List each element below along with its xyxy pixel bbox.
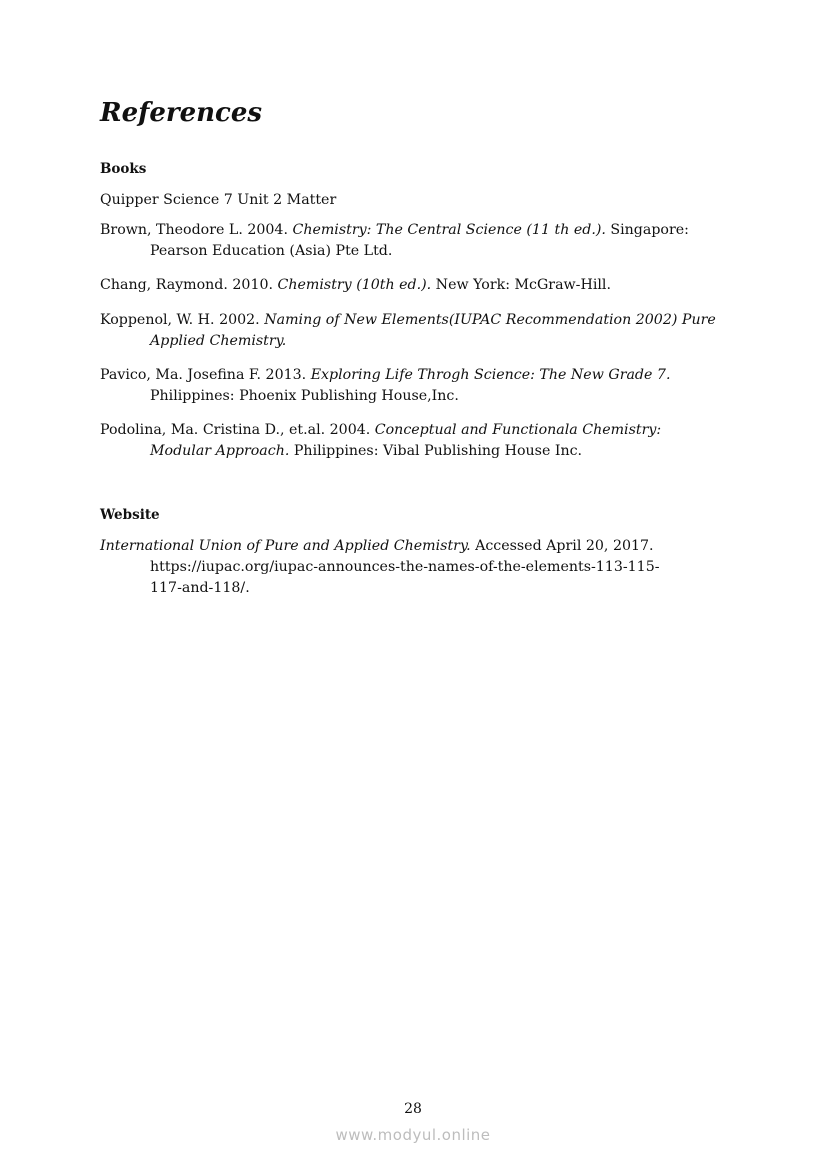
reference-title: Naming of New Elements(IUPAC Recommendation 2002) Pure — [264, 312, 716, 328]
section-heading: Books — [100, 161, 147, 177]
reference-title: Applied Chemistry. — [150, 333, 287, 349]
reference-text: Philippines: Vibal Publishing House Inc. — [289, 443, 583, 459]
reference-entry-line — [100, 365, 670, 385]
reference-title: Modular Approach. — [150, 443, 290, 459]
reference-entry-line — [150, 578, 250, 598]
reference-text: Chang, Raymond. 2010. — [100, 277, 278, 293]
reference-text: Quipper Science 7 Unit 2 Matter — [100, 192, 337, 208]
reference-title: Chemistry (10th ed.). — [277, 277, 432, 293]
reference-entry-line — [100, 275, 611, 295]
reference-entry-line — [150, 386, 459, 406]
reference-text: Accessed April 20, 2017. — [470, 538, 654, 554]
reference-title: Exploring Life Throgh Science: The New Grade 7. — [310, 367, 671, 383]
reference-text: 117-and-118/. — [150, 580, 250, 596]
reference-entry-line — [150, 241, 392, 261]
reference-entry-line — [100, 420, 661, 440]
reference-entry-line — [100, 190, 336, 210]
reference-entry-line — [100, 310, 716, 330]
reference-entry-line — [150, 557, 660, 577]
watermark: www.modyul.online — [335, 1126, 491, 1144]
reference-text: Singapore: — [605, 222, 689, 238]
reference-text: Philippines: Phoenix Publishing House,Inc. — [150, 388, 459, 404]
reference-title: International Union of Pure and Applied Chemistry. — [100, 538, 471, 554]
reference-text: Brown, Theodore L. 2004. — [100, 222, 293, 238]
page-number: 28 — [404, 1101, 422, 1117]
reference-text: Koppenol, W. H. 2002. — [100, 312, 265, 328]
reference-entry-line — [100, 536, 654, 556]
reference-text: Pearson Education (Asia) Pte Ltd. — [150, 243, 393, 259]
reference-title: Chemistry: The Central Science (11 th ed.). — [292, 222, 606, 238]
page-title: References — [100, 98, 263, 128]
reference-text: Pavico, Ma. Josefina F. 2013. — [100, 367, 311, 383]
reference-entry-line — [150, 331, 286, 351]
section-heading: Website — [100, 507, 160, 523]
reference-text: https://iupac.org/iupac-announces-the-names-of-the-elements-113-115- — [150, 559, 660, 575]
reference-text: New York: McGraw-Hill. — [431, 277, 611, 293]
reference-text: Podolina, Ma. Cristina D., et.al. 2004. — [100, 422, 375, 438]
reference-entry-line — [150, 441, 582, 461]
reference-title: Conceptual and Functionala Chemistry: — [374, 422, 662, 438]
reference-entry-line — [100, 220, 689, 240]
